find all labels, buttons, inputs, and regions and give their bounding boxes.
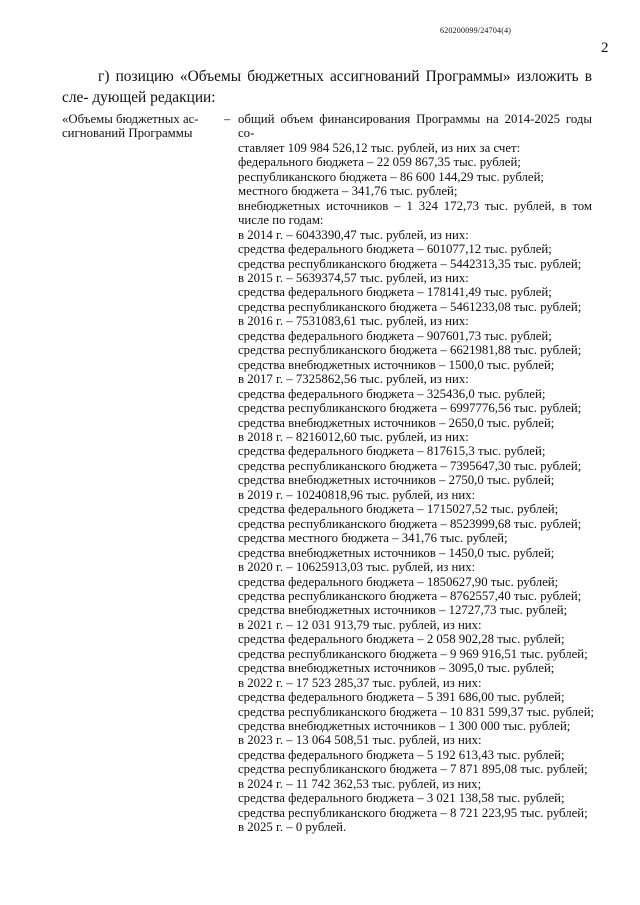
- funding-line: в 2015 г. – 5639374,57 тыс. рублей, из них:: [238, 270, 469, 285]
- funding-line: средства федерального бюджета – 907601,73 тыс. рублей;: [238, 328, 552, 343]
- funding-line: средства федерального бюджета – 817615,3 тыс. рублей;: [238, 444, 546, 459]
- left-cell-line-1: «Объемы бюджетных ас-: [62, 112, 199, 126]
- funding-line: средства внебюджетных источников – 2750,0 тыс. рублей;: [238, 473, 555, 488]
- intro-paragraph: [62, 66, 592, 108]
- funding-line: числе по годам:: [238, 213, 324, 228]
- funding-line: в 2024 г. – 11 742 362,53 тыс. рублей, из них;: [238, 776, 482, 791]
- funding-line: средства республиканского бюджета – 6997776,56 тыс. рублей;: [238, 401, 582, 416]
- funding-line: средства республиканского бюджета – 6621981,88 тыс. рублей;: [238, 343, 582, 358]
- funding-line: внебюджетных источников – 1 324 172,73 тыс. рублей, в том: [238, 198, 592, 213]
- funding-line: средства внебюджетных источников – 3095,0 тыс. рублей;: [238, 661, 555, 676]
- funding-line: средства внебюджетных источников – 1500,0 тыс. рублей;: [238, 357, 555, 372]
- left-cell-line-2: сигнований Программы: [62, 126, 193, 141]
- funding-line: федерального бюджета – 22 059 867,35 тыс. рублей;: [238, 155, 521, 170]
- funding-line: средства внебюджетных источников – 2650,0 тыс. рублей;: [238, 415, 555, 430]
- funding-line: средства внебюджетных источников – 1450,0 тыс. рублей;: [238, 545, 555, 560]
- intro-line-2: дующей редакции:: [92, 89, 216, 106]
- page-number: 2: [601, 40, 609, 56]
- intro-line-1: г) позицию «Объемы бюджетных ассигнований Программы» изложить в сле-: [62, 68, 592, 106]
- funding-line: средства республиканского бюджета – 10 831 599,37 тыс. рублей;: [238, 704, 595, 719]
- funding-line: средства республиканского бюджета – 8523999,68 тыс. рублей;: [238, 516, 582, 531]
- funding-line: в 2023 г. – 13 064 508,51 тыс. рублей, из них:: [238, 733, 482, 748]
- document-id: 620200099/24704(4): [440, 26, 512, 35]
- funding-line: в 2016 г. – 7531083,61 тыс. рублей, из них:: [238, 314, 469, 329]
- funding-line: средства федерального бюджета – 601077,12 тыс. рублей;: [238, 242, 552, 257]
- funding-line: ставляет 109 984 526,12 тыс. рублей, из них за счет:: [238, 140, 521, 155]
- funding-line: средства республиканского бюджета – 8 721 223,95 тыс. рублей;: [238, 805, 588, 820]
- funding-line: средства местного бюджета – 341,76 тыс. рублей;: [238, 531, 508, 546]
- funding-line: в 2020 г. – 10625913,03 тыс. рублей, из них:: [238, 560, 476, 575]
- funding-line: в 2018 г. – 8216012,60 тыс. рублей, из них:: [238, 429, 469, 444]
- funding-line: в 2019 г. – 10240818,96 тыс. рублей, из них:: [238, 487, 476, 502]
- funding-line: средства федерального бюджета – 325436,0 тыс. рублей;: [238, 386, 546, 401]
- funding-line: средства федерального бюджета – 2 058 902,28 тыс. рублей;: [238, 632, 565, 647]
- funding-line: средства республиканского бюджета – 5461233,08 тыс. рублей;: [238, 299, 582, 314]
- funding-line: средства федерального бюджета – 5 192 613,43 тыс. рублей;: [238, 747, 565, 762]
- funding-line: республиканского бюджета – 86 600 144,29 тыс. рублей;: [238, 169, 544, 184]
- funding-line: средства республиканского бюджета – 8762557,40 тыс. рублей;: [238, 588, 582, 603]
- funding-line: средства федерального бюджета – 178141,49 тыс. рублей;: [238, 285, 552, 300]
- funding-line: в 2021 г. – 12 031 913,79 тыс. рублей, из них:: [238, 617, 482, 632]
- table-right-cell: [238, 112, 595, 835]
- funding-line: средства республиканского бюджета – 7 871 895,08 тыс. рублей;: [238, 762, 588, 777]
- funding-line: средства внебюджетных источников – 1 300 000 тыс. рублей;: [238, 719, 571, 734]
- funding-line: средства федерального бюджета – 1850627,90 тыс. рублей;: [238, 574, 559, 589]
- funding-line: в 2025 г. – 0 рублей.: [238, 820, 347, 835]
- funding-line: в 2017 г. – 7325862,56 тыс. рублей, из них:: [238, 372, 469, 387]
- funding-line: средства республиканского бюджета – 9 969 916,51 тыс. рублей;: [238, 646, 588, 661]
- funding-line: средства республиканского бюджета – 5442313,35 тыс. рублей;: [238, 256, 582, 271]
- funding-line: средства республиканского бюджета – 7395647,30 тыс. рублей;: [238, 458, 582, 473]
- table-left-cell: [62, 112, 212, 141]
- funding-line: средства внебюджетных источников – 12727,73 тыс. рублей;: [238, 603, 568, 618]
- funding-line: средства федерального бюджета – 5 391 686,00 тыс. рублей;: [238, 690, 565, 705]
- funding-line: в 2022 г. – 17 523 285,37 тыс. рублей, из них:: [238, 675, 482, 690]
- table-dash: –: [224, 112, 231, 126]
- funding-line: средства федерального бюджета – 3 021 138,58 тыс. рублей;: [238, 791, 565, 806]
- funding-line: общий объем финансирования Программы на 2014-2025 годы со-: [238, 112, 592, 141]
- funding-line: в 2014 г. – 6043390,47 тыс. рублей, из них:: [238, 227, 469, 242]
- funding-line: средства федерального бюджета – 1715027,52 тыс. рублей;: [238, 502, 559, 517]
- funding-line: местного бюджета – 341,76 тыс. рублей;: [238, 184, 458, 199]
